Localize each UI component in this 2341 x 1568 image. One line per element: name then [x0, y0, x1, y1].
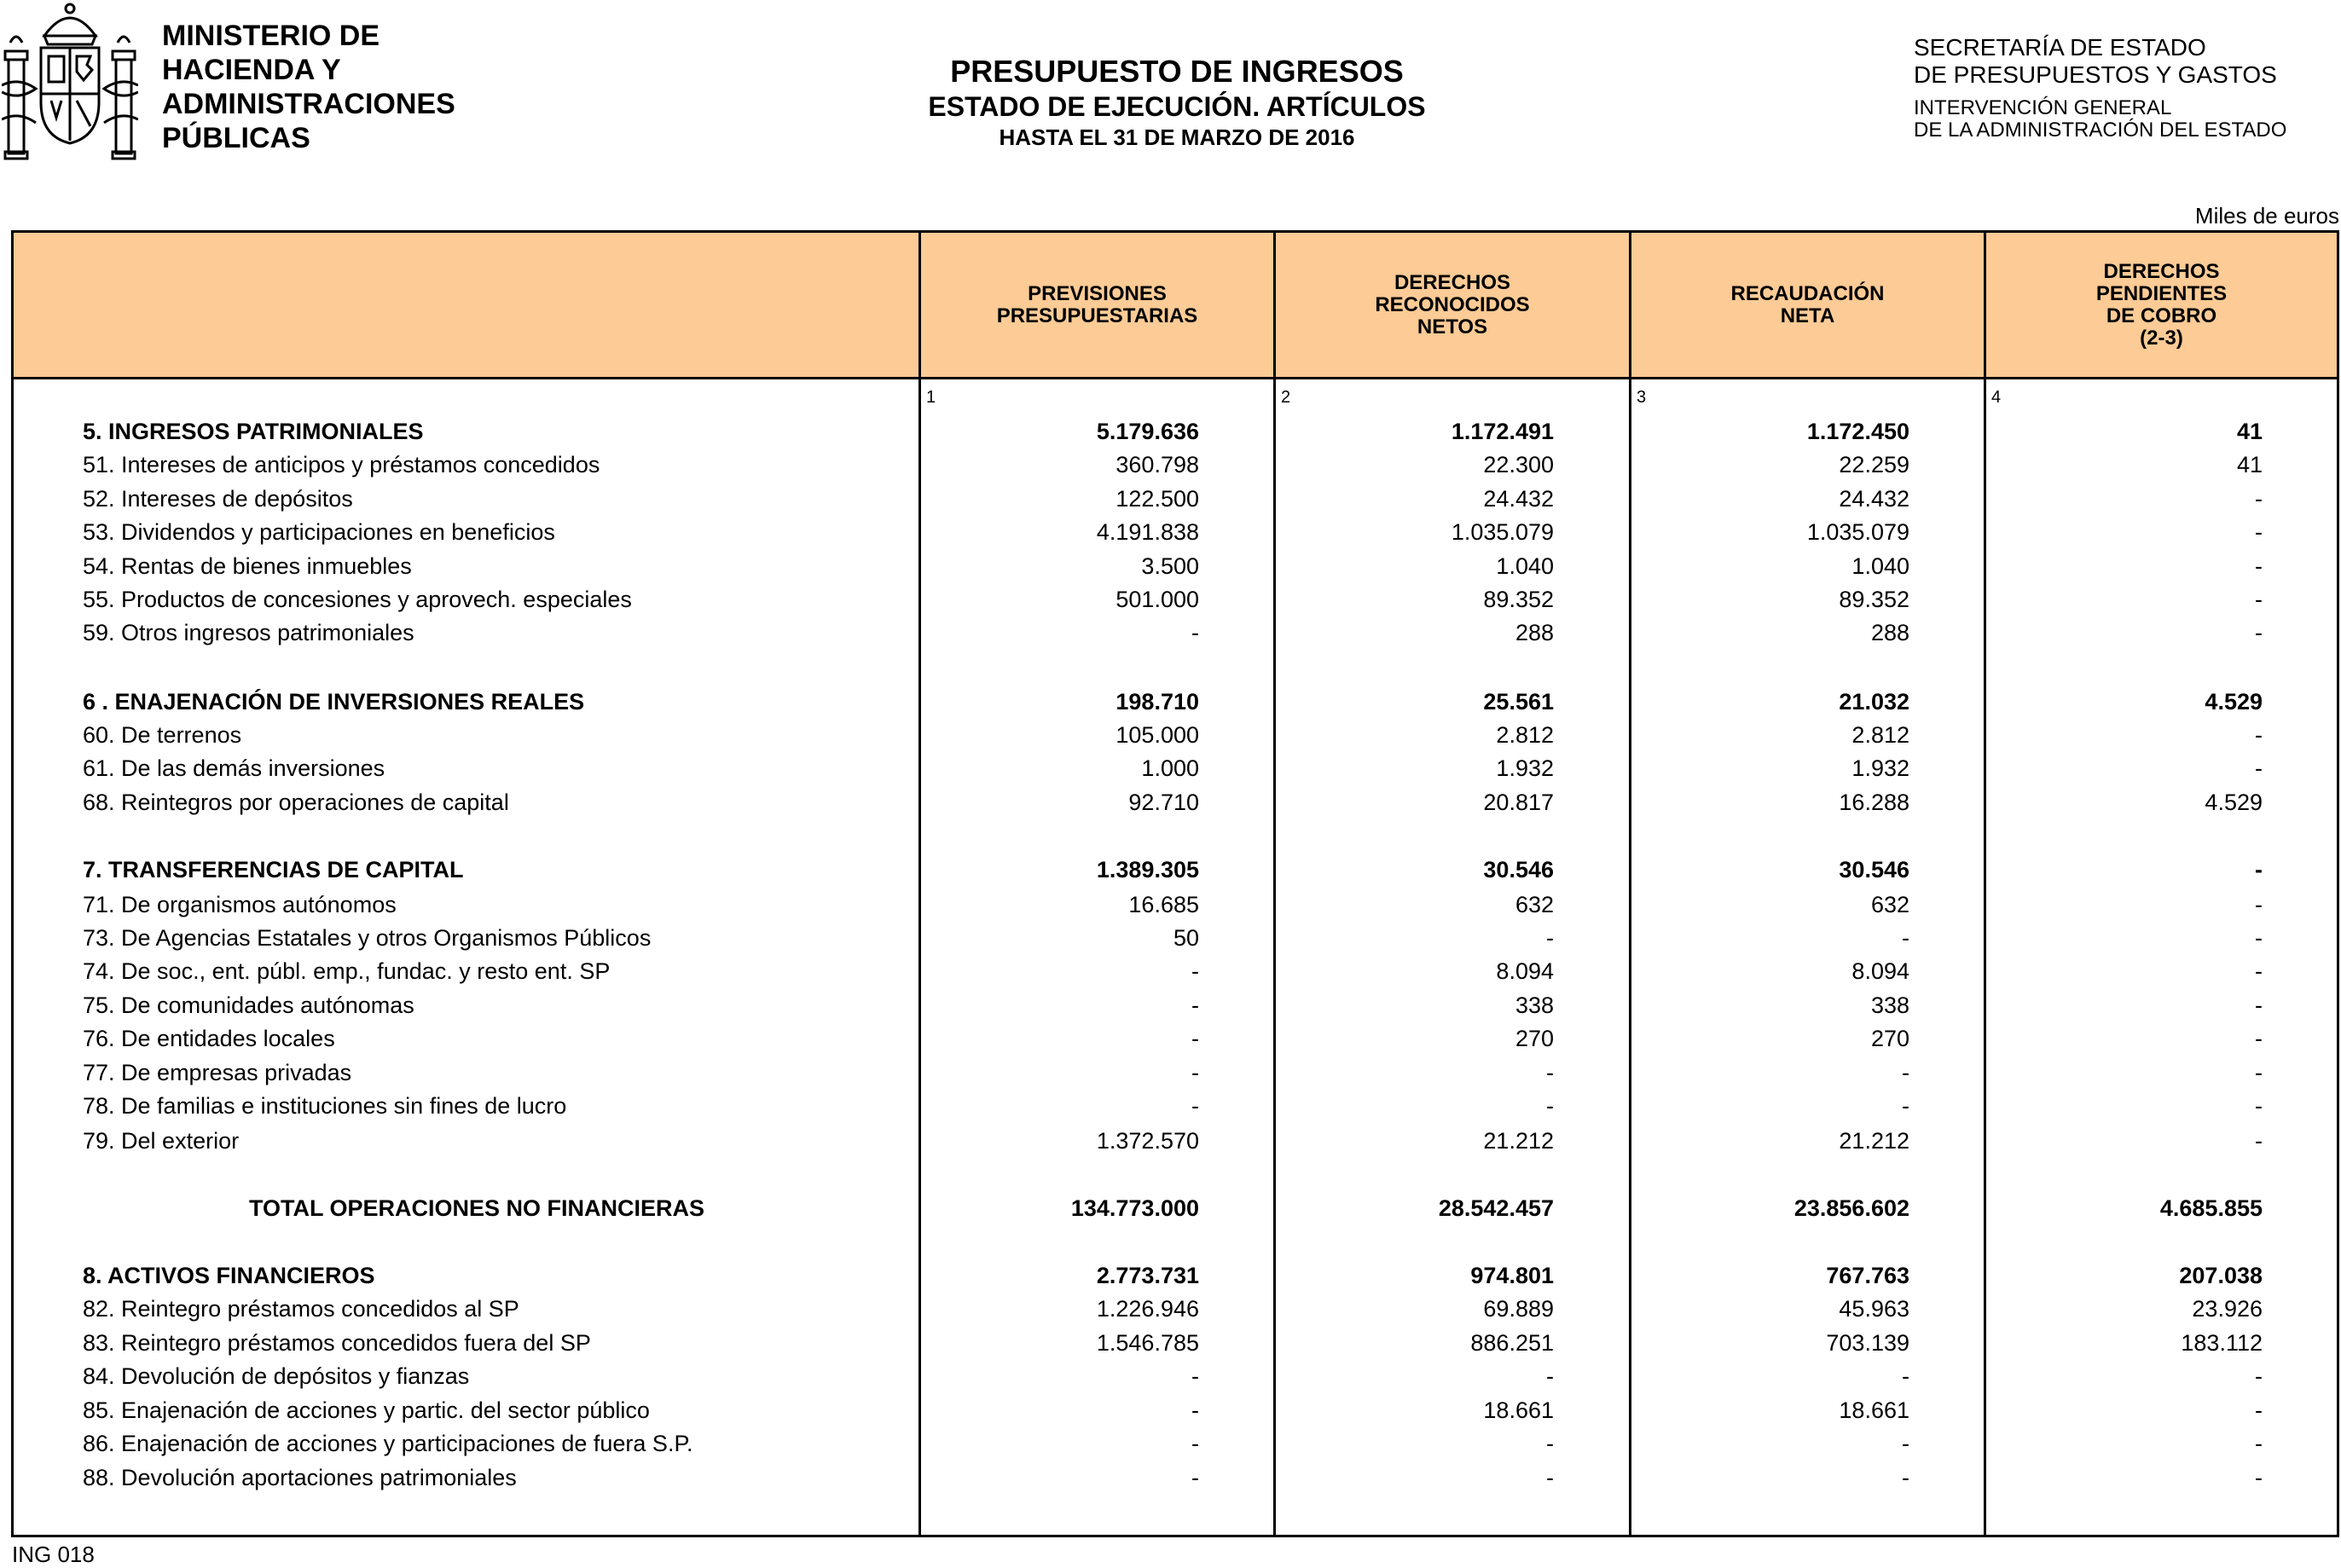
- row-label: 61. De las demás inversiones: [83, 755, 385, 781]
- row-label: 6 . ENAJENACIÓN DE INVERSIONES REALES: [83, 689, 585, 715]
- ministry-line: MINISTERIO DE: [162, 20, 380, 52]
- row-label: 71. De organismos autónomos: [83, 892, 397, 917]
- table-row: [14, 617, 2337, 648]
- row-label: 84. Devolución de depósitos y fianzas: [83, 1363, 470, 1389]
- ministry-line: ADMINISTRACIONES: [162, 88, 455, 120]
- cell-value: -: [2255, 1026, 2263, 1051]
- row-label: 82. Reintegro préstamos concedidos al SP: [83, 1296, 519, 1322]
- row-label: 54. Rentas de bienes inmuebles: [83, 553, 412, 579]
- cell-value: -: [2255, 587, 2263, 612]
- column-header-line: NETOS: [1417, 315, 1488, 338]
- cell-value: 69.889: [1483, 1296, 1554, 1322]
- cell-value: 8.094: [1496, 958, 1554, 984]
- cell-value: -: [1902, 925, 1909, 951]
- column-number: 4: [1991, 388, 2002, 407]
- cell-value: 1.000: [1141, 755, 1199, 781]
- row-label: 77. De empresas privadas: [83, 1060, 352, 1085]
- cell-value: 1.389.305: [1096, 857, 1199, 882]
- table-row: [14, 686, 2337, 717]
- cell-value: 1.040: [1851, 553, 1909, 579]
- column-number: 2: [1281, 388, 1291, 407]
- table-row: [14, 787, 2337, 818]
- cell-value: -: [1191, 1060, 1199, 1085]
- cell-value: 183.112: [2181, 1330, 2263, 1356]
- cell-value: 134.773.000: [1070, 1195, 1199, 1221]
- cell-value: -: [1546, 1363, 1554, 1389]
- cell-value: 30.546: [1839, 857, 1909, 882]
- units-label: Miles de euros: [2194, 203, 2339, 229]
- cell-value: 288: [1870, 620, 1909, 645]
- column-header-line: PENDIENTES: [2095, 281, 2228, 305]
- cell-value: 21.032: [1839, 689, 1909, 715]
- row-label: 52. Intereses de depósitos: [83, 486, 353, 512]
- table-row: [14, 923, 2337, 953]
- cell-value: -: [1191, 1397, 1199, 1423]
- column-header-line: PRESUPUESTARIAS: [996, 304, 1198, 327]
- cell-value: -: [2255, 1431, 2263, 1456]
- cell-value: 25.561: [1483, 689, 1554, 715]
- cell-value: 21.212: [1839, 1128, 1909, 1154]
- column-number: 1: [926, 388, 936, 407]
- table-row: [14, 1328, 2337, 1358]
- table-row: [14, 1193, 2337, 1224]
- cell-value: 89.352: [1483, 587, 1554, 612]
- document-titles: [853, 53, 1501, 152]
- cell-value: 198.710: [1115, 689, 1199, 715]
- column-header-line: DERECHOS: [1394, 270, 1510, 294]
- row-label: 79. Del exterior: [83, 1128, 240, 1154]
- row-label: 73. De Agencias Estatales y otros Organismos Públicos: [83, 925, 652, 951]
- row-label: 88. Devolución aportaciones patrimoniales: [83, 1465, 517, 1490]
- cell-value: -: [2255, 1093, 2263, 1119]
- cell-value: -: [1191, 958, 1199, 984]
- cell-value: 23.856.602: [1793, 1195, 1909, 1221]
- cell-value: 4.685.855: [2159, 1195, 2263, 1221]
- cell-value: 1.040: [1496, 553, 1554, 579]
- table-row: [14, 990, 2337, 1021]
- document-title: PRESUPUESTO DE INGRESOS: [950, 54, 1404, 89]
- column-header-derechos-reconocidos: [1276, 233, 1629, 377]
- cell-value: 16.288: [1839, 790, 1909, 815]
- cell-value: 20.817: [1483, 790, 1554, 815]
- row-label: 7. TRANSFERENCIAS DE CAPITAL: [83, 857, 464, 882]
- budget-table: [11, 230, 2339, 1537]
- cell-value: 16.685: [1128, 892, 1199, 917]
- row-label: 74. De soc., ent. públ. emp., fundac. y resto ent. SP: [83, 958, 611, 984]
- cell-value: -: [1546, 925, 1554, 951]
- row-label: 51. Intereses de anticipos y préstamos concedidos: [83, 452, 600, 477]
- cell-value: -: [2255, 1397, 2263, 1423]
- document-date: HASTA EL 31 DE MARZO DE 2016: [999, 124, 1355, 150]
- cell-value: -: [1191, 992, 1199, 1018]
- cell-value: 767.763: [1826, 1263, 1909, 1288]
- cell-value: 3.500: [1141, 553, 1199, 579]
- cell-value: -: [2255, 958, 2263, 984]
- cell-value: -: [1902, 1060, 1909, 1085]
- intervencion-line: INTERVENCIÓN GENERAL: [1914, 96, 2172, 119]
- cell-value: 270: [1870, 1026, 1909, 1051]
- secretaria-block: [1914, 34, 2286, 142]
- cell-value: -: [2255, 925, 2263, 951]
- cell-value: 4.191.838: [1096, 519, 1199, 545]
- cell-value: 28.542.457: [1438, 1195, 1554, 1221]
- cell-value: -: [2255, 1060, 2263, 1085]
- cell-value: 24.432: [1839, 486, 1909, 512]
- cell-value: 18.661: [1483, 1397, 1554, 1423]
- cell-value: -: [1191, 1026, 1199, 1051]
- table-row: [14, 1125, 2337, 1156]
- column-header-line: DE COBRO: [2106, 304, 2217, 327]
- cell-value: 22.300: [1483, 452, 1554, 477]
- cell-value: 1.172.491: [1451, 419, 1554, 444]
- cell-value: -: [1902, 1093, 1909, 1119]
- cell-value: 632: [1870, 892, 1909, 917]
- cell-value: 338: [1870, 992, 1909, 1018]
- cell-value: -: [2255, 1128, 2263, 1154]
- cell-value: 5.179.636: [1096, 419, 1199, 444]
- cell-value: -: [1191, 1363, 1199, 1389]
- cell-value: 974.801: [1470, 1263, 1554, 1288]
- intervencion-line: DE LA ADMINISTRACIÓN DEL ESTADO: [1914, 119, 2287, 142]
- column-header-previsiones: [921, 233, 1273, 377]
- cell-value: 4.529: [2205, 689, 2263, 715]
- cell-value: -: [2255, 857, 2263, 882]
- cell-value: 21.212: [1483, 1128, 1554, 1154]
- column-header-line: RECONOCIDOS: [1375, 292, 1530, 316]
- cell-value: 360.798: [1115, 452, 1199, 477]
- column-header-line: DERECHOS: [2103, 259, 2220, 283]
- cell-value: -: [2255, 892, 2263, 917]
- column-header-pendientes: [1986, 233, 2337, 377]
- table-row: [14, 720, 2337, 750]
- cell-value: 92.710: [1128, 790, 1199, 815]
- cell-value: 122.500: [1115, 486, 1199, 512]
- cell-value: -: [2255, 722, 2263, 748]
- document-subtitle: ESTADO DE EJECUCIÓN. ARTÍCULOS: [928, 91, 1426, 122]
- cell-value: 89.352: [1839, 587, 1909, 612]
- row-label: 53. Dividendos y participaciones en beneficios: [83, 519, 555, 545]
- cell-value: -: [1902, 1431, 1909, 1456]
- table-row: [14, 551, 2337, 581]
- cell-value: -: [2255, 755, 2263, 781]
- table-row: [14, 584, 2337, 615]
- cell-value: 1.035.079: [1451, 519, 1554, 545]
- cell-value: -: [1902, 1465, 1909, 1490]
- table-row: [14, 1260, 2337, 1291]
- row-label: 78. De familias e instituciones sin fines de lucro: [83, 1093, 567, 1119]
- table-row: [14, 483, 2337, 514]
- cell-value: -: [2255, 992, 2263, 1018]
- table-row: [14, 1293, 2337, 1324]
- cell-value: -: [1191, 1465, 1199, 1490]
- table-row: [14, 1428, 2337, 1459]
- column-header-line: NETA: [1780, 304, 1835, 327]
- table-row: [14, 1023, 2337, 1054]
- row-label: 59. Otros ingresos patrimoniales: [83, 620, 414, 645]
- cell-value: 632: [1515, 892, 1554, 917]
- cell-value: -: [1546, 1093, 1554, 1119]
- cell-value: -: [1546, 1465, 1554, 1490]
- cell-value: 2.812: [1496, 722, 1554, 748]
- table-row: [14, 956, 2337, 987]
- cell-value: -: [2255, 620, 2263, 645]
- row-label: 76. De entidades locales: [83, 1026, 335, 1051]
- cell-value: 1.546.785: [1096, 1330, 1199, 1356]
- row-label: 83. Reintegro préstamos concedidos fuera del SP: [83, 1330, 591, 1356]
- cell-value: -: [1191, 620, 1199, 645]
- cell-value: 501.000: [1115, 587, 1199, 612]
- ministry-line: PÚBLICAS: [162, 122, 310, 154]
- cell-value: -: [2255, 553, 2263, 579]
- cell-value: 4.529: [2205, 790, 2263, 815]
- ministry-name: [162, 19, 455, 155]
- row-label: 75. De comunidades autónomas: [83, 992, 414, 1018]
- row-label: TOTAL OPERACIONES NO FINANCIERAS: [249, 1195, 705, 1221]
- column-number: 3: [1637, 388, 1647, 407]
- cell-value: 45.963: [1839, 1296, 1909, 1322]
- cell-value: 1.172.450: [1806, 419, 1909, 444]
- table-row: [14, 1361, 2337, 1392]
- cell-value: 288: [1515, 620, 1554, 645]
- table-row: [14, 854, 2337, 885]
- cell-value: 30.546: [1483, 857, 1554, 882]
- table-row: [14, 1057, 2337, 1088]
- table-row: [14, 1091, 2337, 1121]
- cell-value: 886.251: [1470, 1330, 1554, 1356]
- table-row: [14, 889, 2337, 920]
- cell-value: 105.000: [1115, 722, 1199, 748]
- coat-of-arms-logo: [2, 0, 138, 162]
- row-label: 85. Enajenación de acciones y partic. del sector público: [83, 1397, 650, 1423]
- cell-value: 270: [1515, 1026, 1554, 1051]
- cell-value: 2.773.731: [1096, 1263, 1199, 1288]
- cell-value: 1.372.570: [1096, 1128, 1199, 1154]
- cell-value: -: [1191, 1431, 1199, 1456]
- row-label: 60. De terrenos: [83, 722, 242, 748]
- row-label: 8. ACTIVOS FINANCIEROS: [83, 1263, 375, 1288]
- cell-value: 207.038: [2179, 1263, 2263, 1288]
- table-row: [14, 416, 2337, 447]
- cell-value: -: [2255, 1363, 2263, 1389]
- column-header-line: PREVISIONES: [1028, 281, 1167, 305]
- form-code: ING 018: [12, 1542, 95, 1567]
- column-header-line: (2-3): [2140, 326, 2183, 350]
- secretaria-line: SECRETARÍA DE ESTADO: [1914, 34, 2206, 61]
- ministry-line: HACIENDA Y: [162, 54, 341, 86]
- cell-value: 2.812: [1851, 722, 1909, 748]
- row-label: 68. Reintegros por operaciones de capital: [83, 790, 509, 815]
- cell-value: -: [1902, 1363, 1909, 1389]
- cell-value: -: [2255, 486, 2263, 512]
- table-row: [14, 1395, 2337, 1426]
- cell-value: 1.226.946: [1096, 1296, 1199, 1322]
- row-label: 5. INGRESOS PATRIMONIALES: [83, 419, 424, 444]
- cell-value: 338: [1515, 992, 1554, 1018]
- row-label: 86. Enajenación de acciones y participaciones de fuera S.P.: [83, 1431, 693, 1456]
- cell-value: 1.932: [1496, 755, 1554, 781]
- cell-value: 50: [1173, 925, 1199, 951]
- cell-value: -: [2255, 1465, 2263, 1490]
- secretaria-line: DE PRESUPUESTOS Y GASTOS: [1914, 61, 2277, 88]
- cell-value: -: [1546, 1060, 1554, 1085]
- table-row: [14, 1462, 2337, 1493]
- cell-value: 22.259: [1839, 452, 1909, 477]
- cell-value: 8.094: [1851, 958, 1909, 984]
- cell-value: 1.035.079: [1806, 519, 1909, 545]
- cell-value: -: [2255, 519, 2263, 545]
- cell-value: 41: [2236, 419, 2263, 444]
- row-label: 55. Productos de concesiones y aprovech. especiales: [83, 587, 632, 612]
- cell-value: 23.926: [2192, 1296, 2263, 1322]
- cell-value: 24.432: [1483, 486, 1554, 512]
- column-header-recaudacion: [1631, 233, 1984, 377]
- cell-value: 41: [2236, 452, 2263, 477]
- cell-value: -: [1546, 1431, 1554, 1456]
- cell-value: 1.932: [1851, 755, 1909, 781]
- table-row: [14, 753, 2337, 784]
- table-row: [14, 517, 2337, 547]
- cell-value: 18.661: [1839, 1397, 1909, 1423]
- cell-value: -: [1191, 1093, 1199, 1119]
- cell-value: 703.139: [1826, 1330, 1909, 1356]
- table-row: [14, 449, 2337, 480]
- column-header-line: RECAUDACIÓN: [1730, 281, 1885, 305]
